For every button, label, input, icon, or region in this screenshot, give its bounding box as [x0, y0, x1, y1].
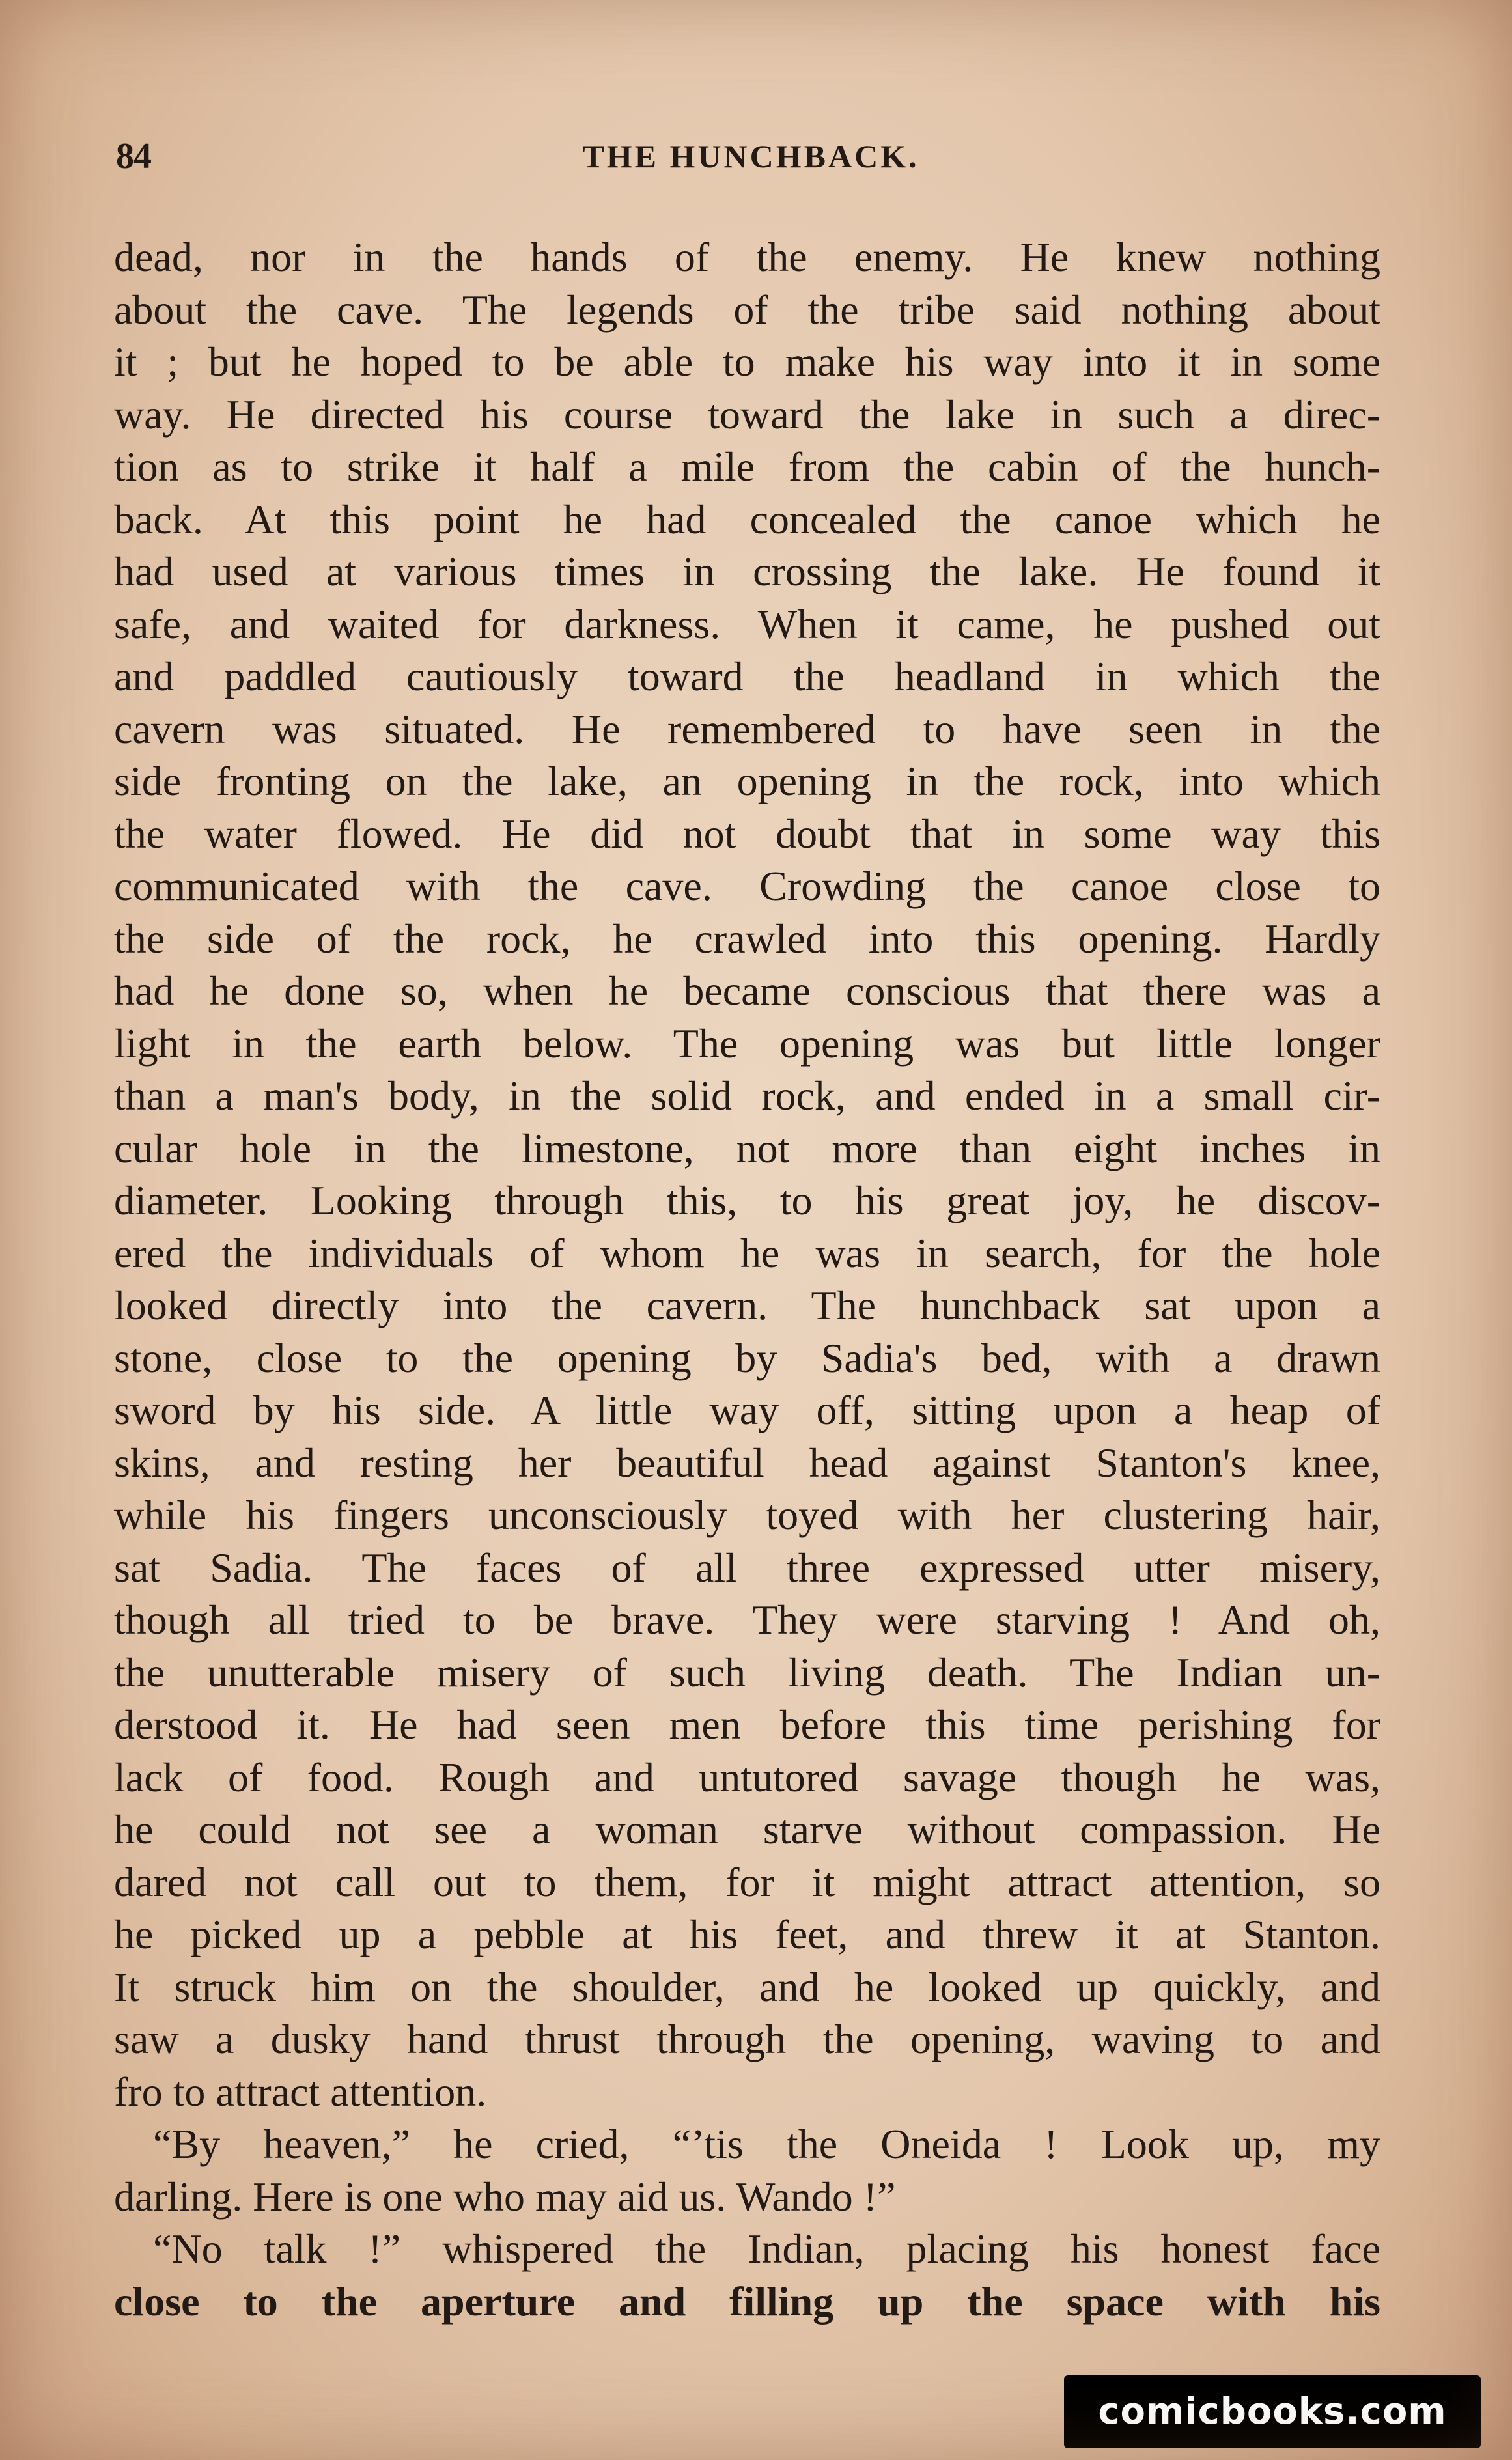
text-line: saw a dusky hand thrust through the opening, waving to and [114, 2016, 1380, 2062]
text-line: fro to attract attention. [114, 2068, 487, 2115]
text-line: close to the aperture and filling up the space with his [114, 2278, 1380, 2325]
text-line: safe, and waited for darkness. When it came, he pushed out [114, 600, 1380, 647]
text-line: cular hole in the limestone, not more than eight inches in [114, 1125, 1380, 1171]
text-line: way. He directed his course toward the lake in such a direc- [114, 391, 1380, 438]
text-line: skins, and resting her beautiful head against Stanton's knee, [114, 1439, 1380, 1486]
text-line: diameter. Looking through this, to his great joy, he discov- [114, 1177, 1380, 1223]
text-line: dead, nor in the hands of the enemy. He knew nothing [114, 234, 1380, 280]
text-line: lack of food. Rough and untutored savage though he was, [114, 1754, 1380, 1800]
text-line: light in the earth below. The opening was but little longer [114, 1020, 1380, 1067]
body-text [114, 231, 1380, 2328]
text-line: while his fingers unconsciously toyed with her clustering hair, [114, 1492, 1380, 1538]
text-line: It struck him on the shoulder, and he looked up quickly, and [114, 1963, 1380, 2010]
text-line: “By heaven,” he cried, “’tis the Oneida ! Look up, my [153, 2121, 1380, 2167]
page-header [116, 133, 1386, 179]
text-line: sat Sadia. The faces of all three expressed utter misery, [114, 1544, 1380, 1591]
text-line: back. At this point he had concealed the canoe which he [114, 496, 1380, 542]
text-line: it ; but he hoped to be able to make his way into it in some [114, 339, 1380, 385]
text-line: about the cave. The legends of the tribe said nothing about [114, 286, 1380, 333]
text-line: though all tried to be brave. They were starving ! And oh, [114, 1597, 1380, 1643]
text-line: looked directly into the cavern. The hunchback sat upon a [114, 1282, 1380, 1328]
text-line: stone, close to the opening by Sadia's bed, with a drawn [114, 1334, 1380, 1381]
text-line: “No talk !” whispered the Indian, placing his honest face [153, 2226, 1380, 2272]
text-line: he could not see a woman starve without compassion. He [114, 1806, 1380, 1852]
text-line: the water flowed. He did not doubt that in some way this [114, 810, 1380, 857]
text-line: dared not call out to them, for it might attract attention, so [114, 1858, 1380, 1905]
text-line: tion as to strike it half a mile from the cabin of the hunch- [114, 443, 1380, 490]
watermark-text: comicbooks.com [1098, 2390, 1447, 2433]
text-line: than a man's body, in the solid rock, and ended in a small cir- [114, 1072, 1380, 1119]
text-line: had he done so, when he became conscious that there was a [114, 968, 1380, 1014]
text-line: had used at various times in crossing the lake. He found it [114, 548, 1380, 594]
text-line: and paddled cautiously toward the headland in which the [114, 653, 1380, 699]
text-line: side fronting on the lake, an opening in the rock, into which [114, 758, 1380, 804]
text-line: cavern was situated. He remembered to have seen in the [114, 705, 1380, 752]
watermark-badge [1064, 2375, 1481, 2448]
text-line: sword by his side. A little way off, sitting upon a heap of [114, 1387, 1380, 1433]
text-line: the unutterable misery of such living death. The Indian un- [114, 1649, 1380, 1696]
text-line: derstood it. He had seen men before this time perishing for [114, 1701, 1380, 1748]
running-head: THE HUNCHBACK. [582, 138, 919, 175]
text-line: darling. Here is one who may aid us. Wando !” [114, 2173, 896, 2220]
text-line: ered the individuals of whom he was in search, for the hole [114, 1229, 1380, 1276]
text-line: he picked up a pebble at his feet, and threw it at Stanton. [114, 1911, 1380, 1957]
text-line: the side of the rock, he crawled into this opening. Hardly [114, 915, 1380, 962]
page-number: 84 [116, 136, 151, 176]
text-line: communicated with the cave. Crowding the canoe close to [114, 863, 1380, 909]
